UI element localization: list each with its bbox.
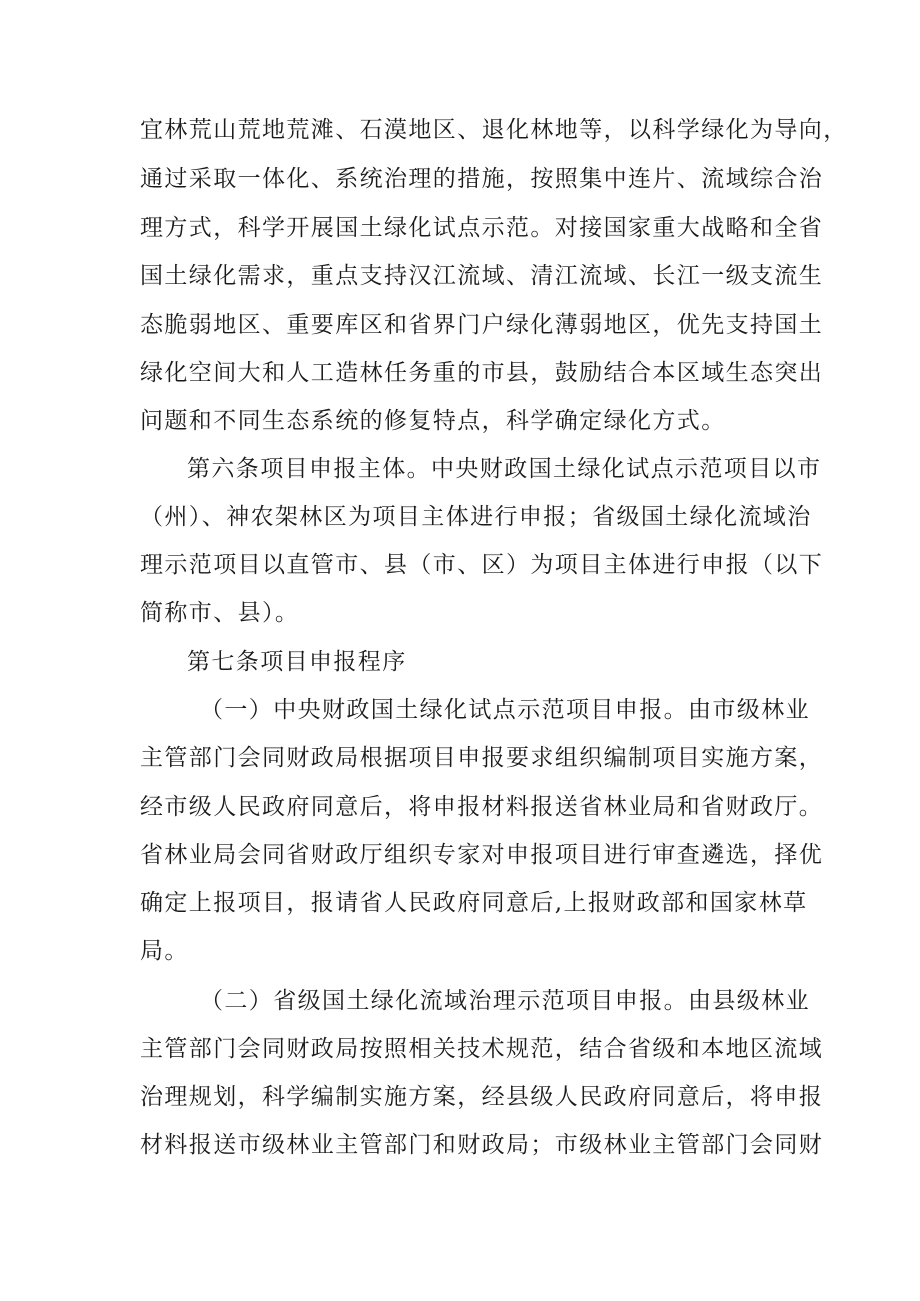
text-line: 问题和不同生态系统的修复特点，科学确定绿化方式。 <box>140 408 726 434</box>
article-6-heading: 第六条项目申报主体。中央财政国土绿化试点示范项目以市 <box>187 456 822 482</box>
text-line: 绿化空间大和人工造林任务重的市县，鼓励结合本区域生态突出 <box>140 360 824 386</box>
text-line: 国土绿化需求，重点支持汉江流域、清江流域、长江一级支流生 <box>140 263 824 289</box>
text-line: 简称市、县）。 <box>140 600 300 626</box>
text-line: 态脆弱地区、重要库区和省界门户绿化薄弱地区，优先支持国土 <box>140 312 824 338</box>
text-line: 确定上报项目，报请省人民政府同意后,上报财政部和国家林草 <box>140 890 808 916</box>
text-line: 主管部门会同财政局按照相关技术规范，结合省级和本地区流域 <box>140 1036 824 1062</box>
text-line: 宜林荒山荒地荒滩、石漠地区、退化林地等，以科学绿化为导向， <box>140 117 848 143</box>
section-1-heading: （一）中央财政国土绿化试点示范项目申报。由市级林业 <box>200 697 810 723</box>
article-7-heading: 第七条项目申报程序 <box>187 649 407 675</box>
text-line: 主管部门会同财政局根据项目申报要求组织编制项目实施方案， <box>140 745 824 771</box>
text-line: 治理规划，科学编制实施方案，经县级人民政府同意后，将申报 <box>140 1084 824 1110</box>
text-line: 通过采取一体化、系统治理的措施，按照集中连片、流域综合治 <box>140 166 824 192</box>
section-2-heading: （二）省级国土绿化流域治理示范项目申报。由县级林业 <box>200 988 810 1014</box>
text-line: 理方式，科学开展国土绿化试点示范。对接国家重大战略和全省 <box>140 215 824 241</box>
text-line: 材料报送市级林业主管部门和财政局；市级林业主管部门会同财 <box>140 1132 824 1158</box>
text-line: 理示范项目以直管市、县（市、区）为项目主体进行申报（以下 <box>140 552 824 578</box>
text-line: （州）、神农架林区为项目主体进行申报；省级国土绿化流域治 <box>140 504 812 530</box>
text-line: 经市级人民政府同意后，将申报材料报送省林业局和省财政厅。 <box>140 794 824 820</box>
text-line: 局。 <box>140 938 189 964</box>
text-line: 省林业局会同省财政厅组织专家对申报项目进行审查遴选，择优 <box>140 842 824 868</box>
